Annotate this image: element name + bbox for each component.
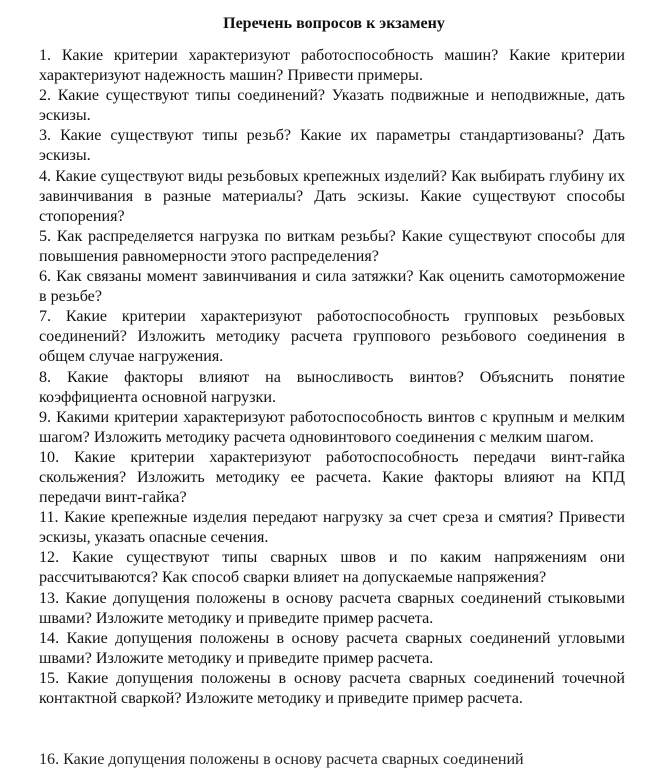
question-item-3: 3. Какие существуют типы резьб? Какие их параметры стандартизованы? Дать эскизы. xyxy=(39,127,625,165)
page-title: Перечень вопросов к экзамену xyxy=(223,15,445,32)
question-item-10: 10. Какие критерии характеризуют работоспособность передачи винт-гайка скольжения? Изложить методику ее расчета. Какие факторы влияют на КПД передачи винт-гайка? xyxy=(39,448,625,507)
question-item-1: 1. Какие критерии характеризуют работоспособность машин? Какие критерии характеризуют надежность машин? Привести примеры. xyxy=(39,47,625,85)
question-item-2: 2. Какие существуют типы соединений? Указать подвижные и неподвижные, дать эскизы. xyxy=(39,87,625,125)
question-item-7: 7. Какие критерии характеризуют работоспособность групповых резьбовых соединений? Изложить методику расчета группового резьбового соединения в общем случае нагружения. xyxy=(39,308,625,366)
document-page xyxy=(39,14,625,709)
question-item-13: 13. Какие допущения положены в основу расчета сварных соединений стыковыми швами? Изложите методику и приведите пример расчета. xyxy=(39,589,625,627)
question-item-6: 6. Как связаны момент завинчивания и сила затяжки? Как оценить самоторможение в резьбе? xyxy=(39,268,625,306)
question-list xyxy=(39,46,625,709)
question-item-8: 8. Какие факторы влияют на выносливость винтов? Объяснить понятие коэффициента основной нагрузки. xyxy=(39,368,625,406)
question-item-4: 4. Какие существуют виды резьбовых крепежных изделий? Как выбирать глубину их завинчивания в разные материалы? Дать эскизы. Какие существуют способы стопорения? xyxy=(39,167,625,225)
cut-off-line: 16. Какие допущения положены в основу расчета сварных соединений xyxy=(39,751,524,768)
question-item-14: 14. Какие допущения положены в основу расчета сварных соединений угловыми швами? Изложите методику и приведите пример расчета. xyxy=(39,629,625,667)
question-item-15: 15. Какие допущения положены в основу расчета сварных соединений точечной контактной сваркой? Изложите методику и приведите пример расчета. xyxy=(39,669,625,707)
question-item-9: 9. Какими критерии характеризуют работоспособность винтов с крупным и мелким шагом? Изложить методику расчета одновинтового соединения с мелким шагом. xyxy=(39,408,625,446)
question-item-12: 12. Какие существуют типы сварных швов и по каким напряжениям они рассчитываются? Как способ сварки влияет на допускаемые напряжения? xyxy=(39,549,625,587)
question-item-5: 5. Как распределяется нагрузка по виткам резьбы? Какие существуют способы для повышения равномерности этого распределения? xyxy=(39,227,625,265)
question-item-11: 11. Какие крепежные изделия передают нагрузку за счет среза и смятия? Привести эскизы, указать опасные сечения. xyxy=(39,509,625,547)
